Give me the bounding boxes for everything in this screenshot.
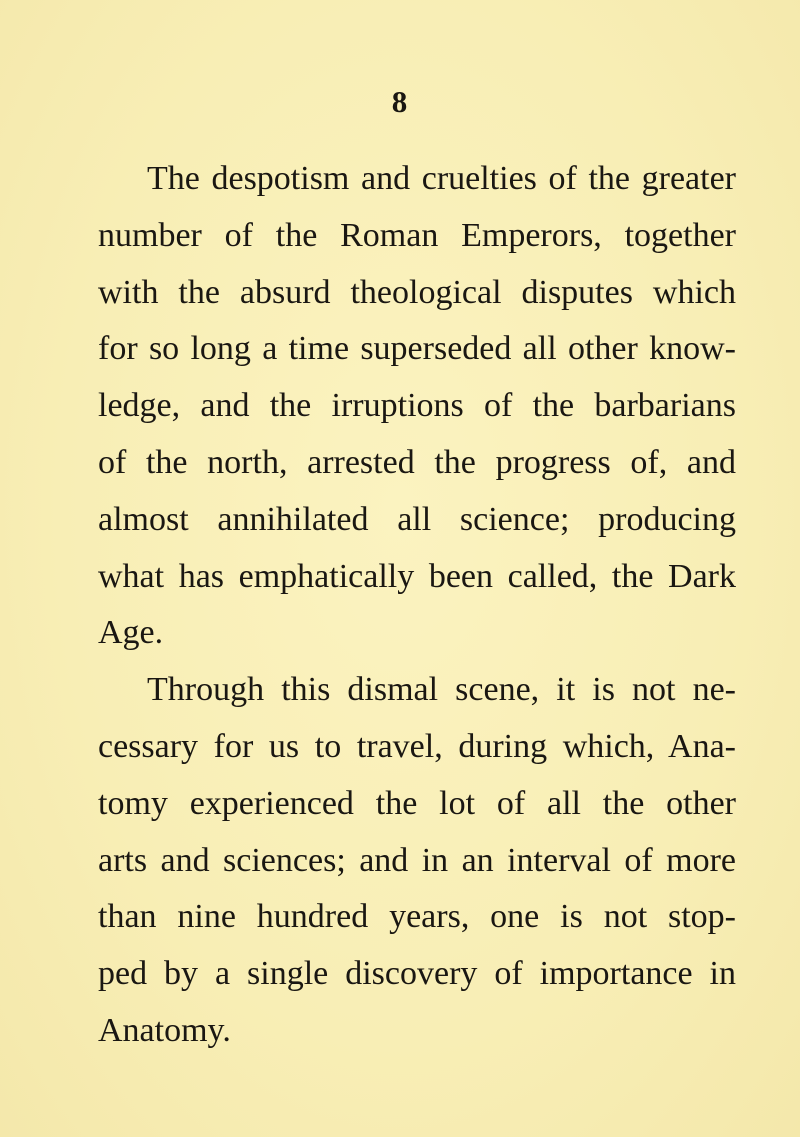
text-line: almost annihilated all science; producing: [98, 501, 736, 538]
text-line: Age.: [98, 614, 164, 651]
text-line: arts and sciences; and in an interval of more: [98, 842, 736, 879]
text-line: Anatomy.: [98, 1012, 231, 1049]
text-line: what has emphatically been called, the Dark: [98, 558, 736, 595]
text-line: Through this dismal scene, it is not ne-: [147, 671, 736, 708]
text-line: of the north, arrested the progress of, and: [98, 444, 736, 481]
text-line: cessary for us to travel, during which, Ana-: [98, 728, 736, 765]
text-line: than nine hundred years, one is not stop-: [98, 898, 736, 935]
text-line: number of the Roman Emperors, together: [98, 217, 736, 254]
text-line: for so long a time superseded all other know-: [98, 330, 736, 367]
text-line: tomy experienced the lot of all the other: [98, 785, 736, 822]
page-number: 8: [391, 84, 409, 119]
text-line: ledge, and the irruptions of the barbarians: [98, 387, 736, 424]
text-line: ped by a single discovery of importance in: [98, 955, 736, 992]
text-line: The despotism and cruelties of the greater: [147, 160, 736, 197]
text-line: with the absurd theological disputes which: [98, 274, 736, 311]
